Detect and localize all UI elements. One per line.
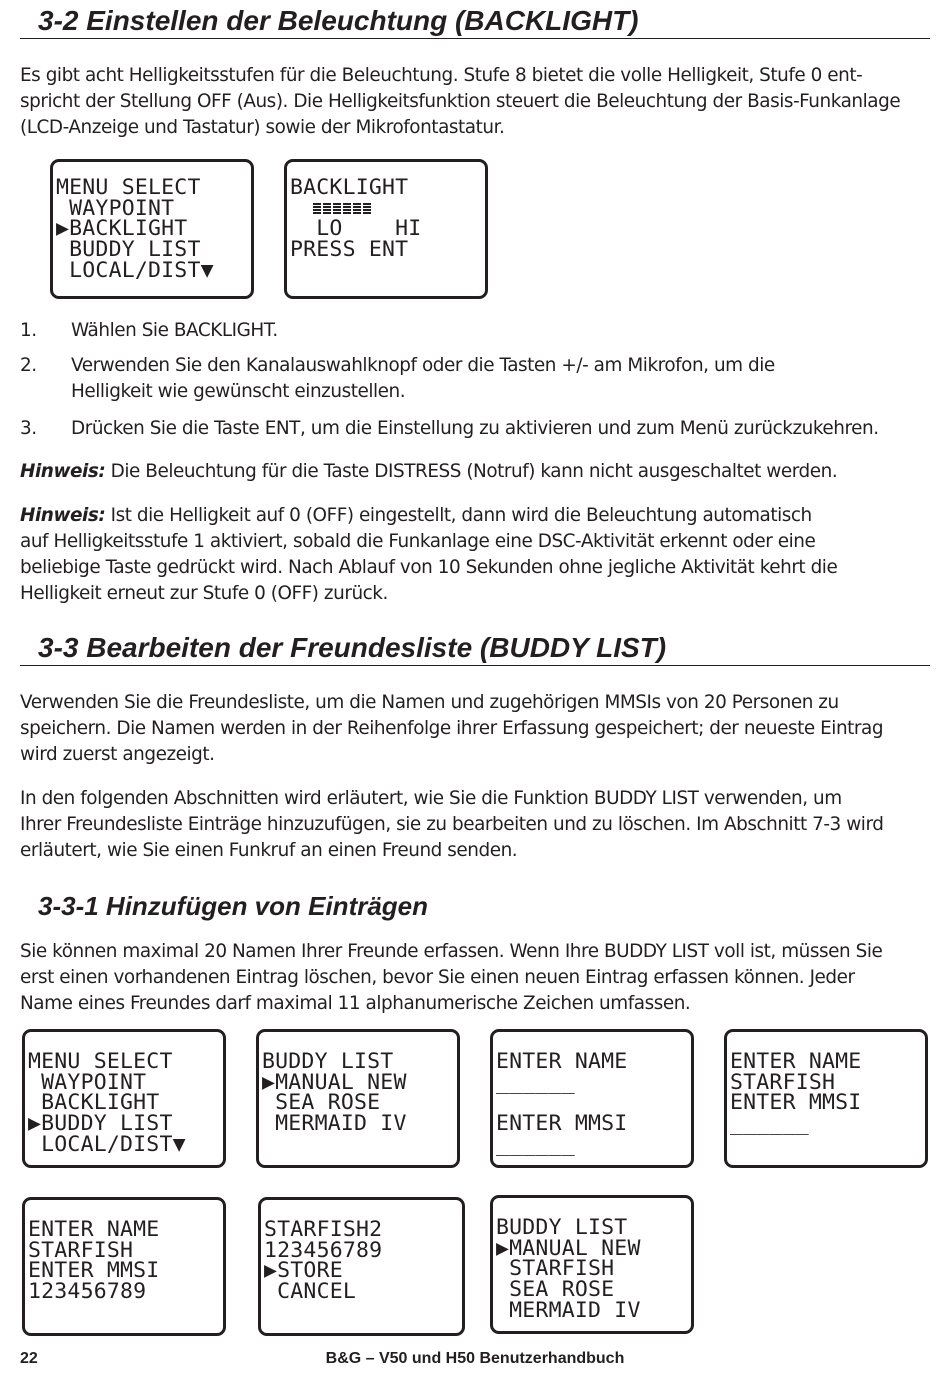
note-text: Die Beleuchtung für die Taste DISTRESS (Notruf) kann nicht ausgeschaltet werden. (105, 461, 838, 482)
lcd-line: BUDDY LIST (262, 1049, 394, 1074)
text-line: Helligkeit erneut zur Stufe 0 (OFF) zurück. (20, 583, 388, 604)
lcd-screen-enter-mmsi (724, 1029, 928, 1168)
lcd-screen-enter-name (490, 1029, 694, 1168)
buddy-list-intro (20, 690, 935, 768)
lcd-line: MENU SELECT (28, 1049, 173, 1074)
lcd-line: ▶MANUAL NEW (496, 1235, 641, 1261)
lcd-line: ENTER NAME (730, 1049, 862, 1074)
note-label: Hinweis: (20, 505, 106, 526)
lcd-line: MERMAID IV (262, 1111, 407, 1137)
text-line: Drücken Sie die Taste ENT, um die Einstellung zu aktivieren und zum Menü zurückzukehren. (71, 418, 879, 439)
text-line: Sie können maximal 20 Namen Ihrer Freunde erfassen. Wenn Ihre BUDDY LIST voll ist, müssen Sie (20, 941, 883, 962)
text-line: (LCD-Anzeige und Tastatur) sowie der Mikrofontastatur. (20, 117, 505, 138)
lcd-line: STARFISH2 (264, 1217, 383, 1242)
lcd-line: ▶STORE (264, 1258, 343, 1284)
lcd-line: SEA ROSE (262, 1090, 381, 1116)
intro-paragraph (20, 63, 935, 141)
bar-segment (353, 203, 361, 215)
lcd-line: ENTER MMSI (496, 1111, 628, 1137)
lcd-line: ▶MANUAL NEW (262, 1069, 407, 1095)
lcd-line: STARFISH (496, 1256, 615, 1282)
text-line: wird zuerst angezeigt. (20, 744, 215, 765)
step-number: 3. (20, 418, 37, 439)
lcd-line: WAYPOINT (56, 195, 175, 221)
lcd-line (262, 1135, 455, 1156)
page-number: 22 (20, 1350, 38, 1367)
bar-segment (323, 203, 331, 215)
lcd-line: BUDDY LIST (496, 1215, 628, 1240)
step-number: 2. (20, 355, 37, 376)
note-distress (20, 459, 935, 485)
lcd-line: BACKLIGHT (290, 175, 409, 200)
lcd-line: 123456789 (264, 1237, 383, 1263)
lcd-line: LOCAL/DIST▼ (56, 257, 214, 283)
note-text: Ist die Helligkeit auf 0 (OFF) eingestellt, dann wird die Beleuchtung automatisch (105, 505, 812, 526)
buddy-list-overview (20, 786, 935, 864)
lcd-line: LOCAL/DIST▼ (28, 1131, 186, 1157)
text-line: auf Helligkeitsstufe 1 aktiviert, sobald die Funkanlage eine DSC-Aktivität erkennt oder eine (20, 531, 816, 552)
lcd-line: BUDDY LIST (56, 237, 201, 263)
lcd-line: ▶BUDDY LIST (28, 1111, 173, 1137)
text-line: Helligkeit wie gewünscht einzustellen. (71, 381, 406, 402)
lcd-line: ENTER NAME (496, 1049, 628, 1074)
lcd-screen-menu-buddy (22, 1029, 226, 1168)
text-line: Es gibt acht Helligkeitsstufen für die Beleuchtung. Stufe 8 bietet die volle Helligkeit, Stufe 0 ent- (20, 65, 863, 86)
lcd-line: ENTER NAME (28, 1217, 160, 1242)
lcd-line: PRESS ENT (290, 237, 409, 263)
lcd-line: SEA ROSE (496, 1277, 615, 1303)
text-line: Name eines Freundes darf maximal 11 alphanumerische Zeichen umfassen. (20, 993, 691, 1014)
text-line: Verwenden Sie den Kanalauswahlknopf oder die Tasten +/- am Mikrofon, um die (71, 355, 775, 376)
lcd-line: WAYPOINT (28, 1069, 147, 1095)
text-line: erläutert, wie Sie einen Funkruf an einen Freund senden. (20, 840, 518, 861)
note-brightness-zero (20, 503, 935, 607)
subsection-heading-3-3-1: 3-3-1 Hinzufügen von Einträgen (38, 891, 429, 921)
lcd-screen-buddy-list-updated (490, 1195, 694, 1334)
lcd-line: MENU SELECT (56, 175, 201, 200)
lcd-line: ▶BACKLIGHT (56, 216, 188, 242)
text-line: spricht der Stellung OFF (Aus). Die Helligkeitsfunktion steuert die Beleuchtung der Basis-Funkanlage (20, 91, 901, 112)
lcd-line: STARFISH (28, 1237, 134, 1263)
text-line: erst einen vorhandenen Eintrag löschen, bevor Sie einen neuen Eintrag erfassen können. Jeder (20, 967, 855, 988)
bar-segment (343, 203, 351, 215)
bar-segment (313, 203, 321, 215)
lcd-line: LO HI (290, 216, 422, 242)
text-line: speichern. Die Namen werden in der Reihenfolge ihrer Erfassung gespeichert; der neueste Eintrag (20, 718, 884, 739)
lcd-line: ______ (730, 1111, 809, 1137)
lcd-screen-menu-select (50, 159, 254, 299)
lcd-line: ______ (496, 1131, 575, 1157)
section-heading-3-2: 3-2 Einstellen der Beleuchtung (BACKLIGHT) (20, 4, 930, 39)
text-line: Wählen Sie BACKLIGHT. (71, 320, 278, 341)
bar-segment (333, 203, 341, 215)
text-line: Ihrer Freundesliste Einträge hinzuzufügen, sie zu bearbeiten und zu löschen. Im Abschnitt 7-3 wird (20, 814, 884, 835)
section-heading-3-3: 3-3 Bearbeiten der Freundesliste (BUDDY LIST) (20, 631, 930, 666)
text-line: Verwenden Sie die Freundesliste, um die Namen und zugehörigen MMSIs von 20 Personen zu (20, 692, 839, 713)
lcd-line: ENTER MMSI (28, 1258, 160, 1284)
lcd-line: STARFISH (730, 1069, 836, 1095)
step-number: 1. (20, 320, 37, 341)
text-line: beliebige Taste gedrückt wird. Nach Ablauf von 10 Sekunden ohne jegliche Aktivität kehrt die (20, 557, 838, 578)
lcd-line (28, 1303, 221, 1324)
note-label: Hinweis: (20, 461, 106, 482)
lcd-line: CANCEL (264, 1279, 357, 1305)
lcd-screen-buddy-list (256, 1029, 460, 1168)
lcd-line: MERMAID IV (496, 1297, 641, 1323)
lcd-line: ______ (496, 1069, 575, 1095)
bar-segment (363, 203, 371, 215)
footer-title: B&G – V50 und H50 Benutzerhandbuch (325, 1350, 625, 1367)
add-entries-paragraph (20, 939, 935, 1017)
text-line: In den folgenden Abschnitten wird erläutert, wie Sie die Funktion BUDDY LIST verwenden, um (20, 788, 842, 809)
lcd-screen-store (258, 1197, 465, 1336)
lcd-line (264, 1303, 460, 1324)
lcd-line: 123456789 (28, 1279, 147, 1305)
lcd-line (730, 1135, 923, 1156)
lcd-screen-backlight (284, 159, 488, 299)
lcd-line: ENTER MMSI (730, 1090, 862, 1116)
lcd-screen-mmsi-entered (22, 1197, 226, 1336)
lcd-line: BACKLIGHT (28, 1090, 160, 1116)
